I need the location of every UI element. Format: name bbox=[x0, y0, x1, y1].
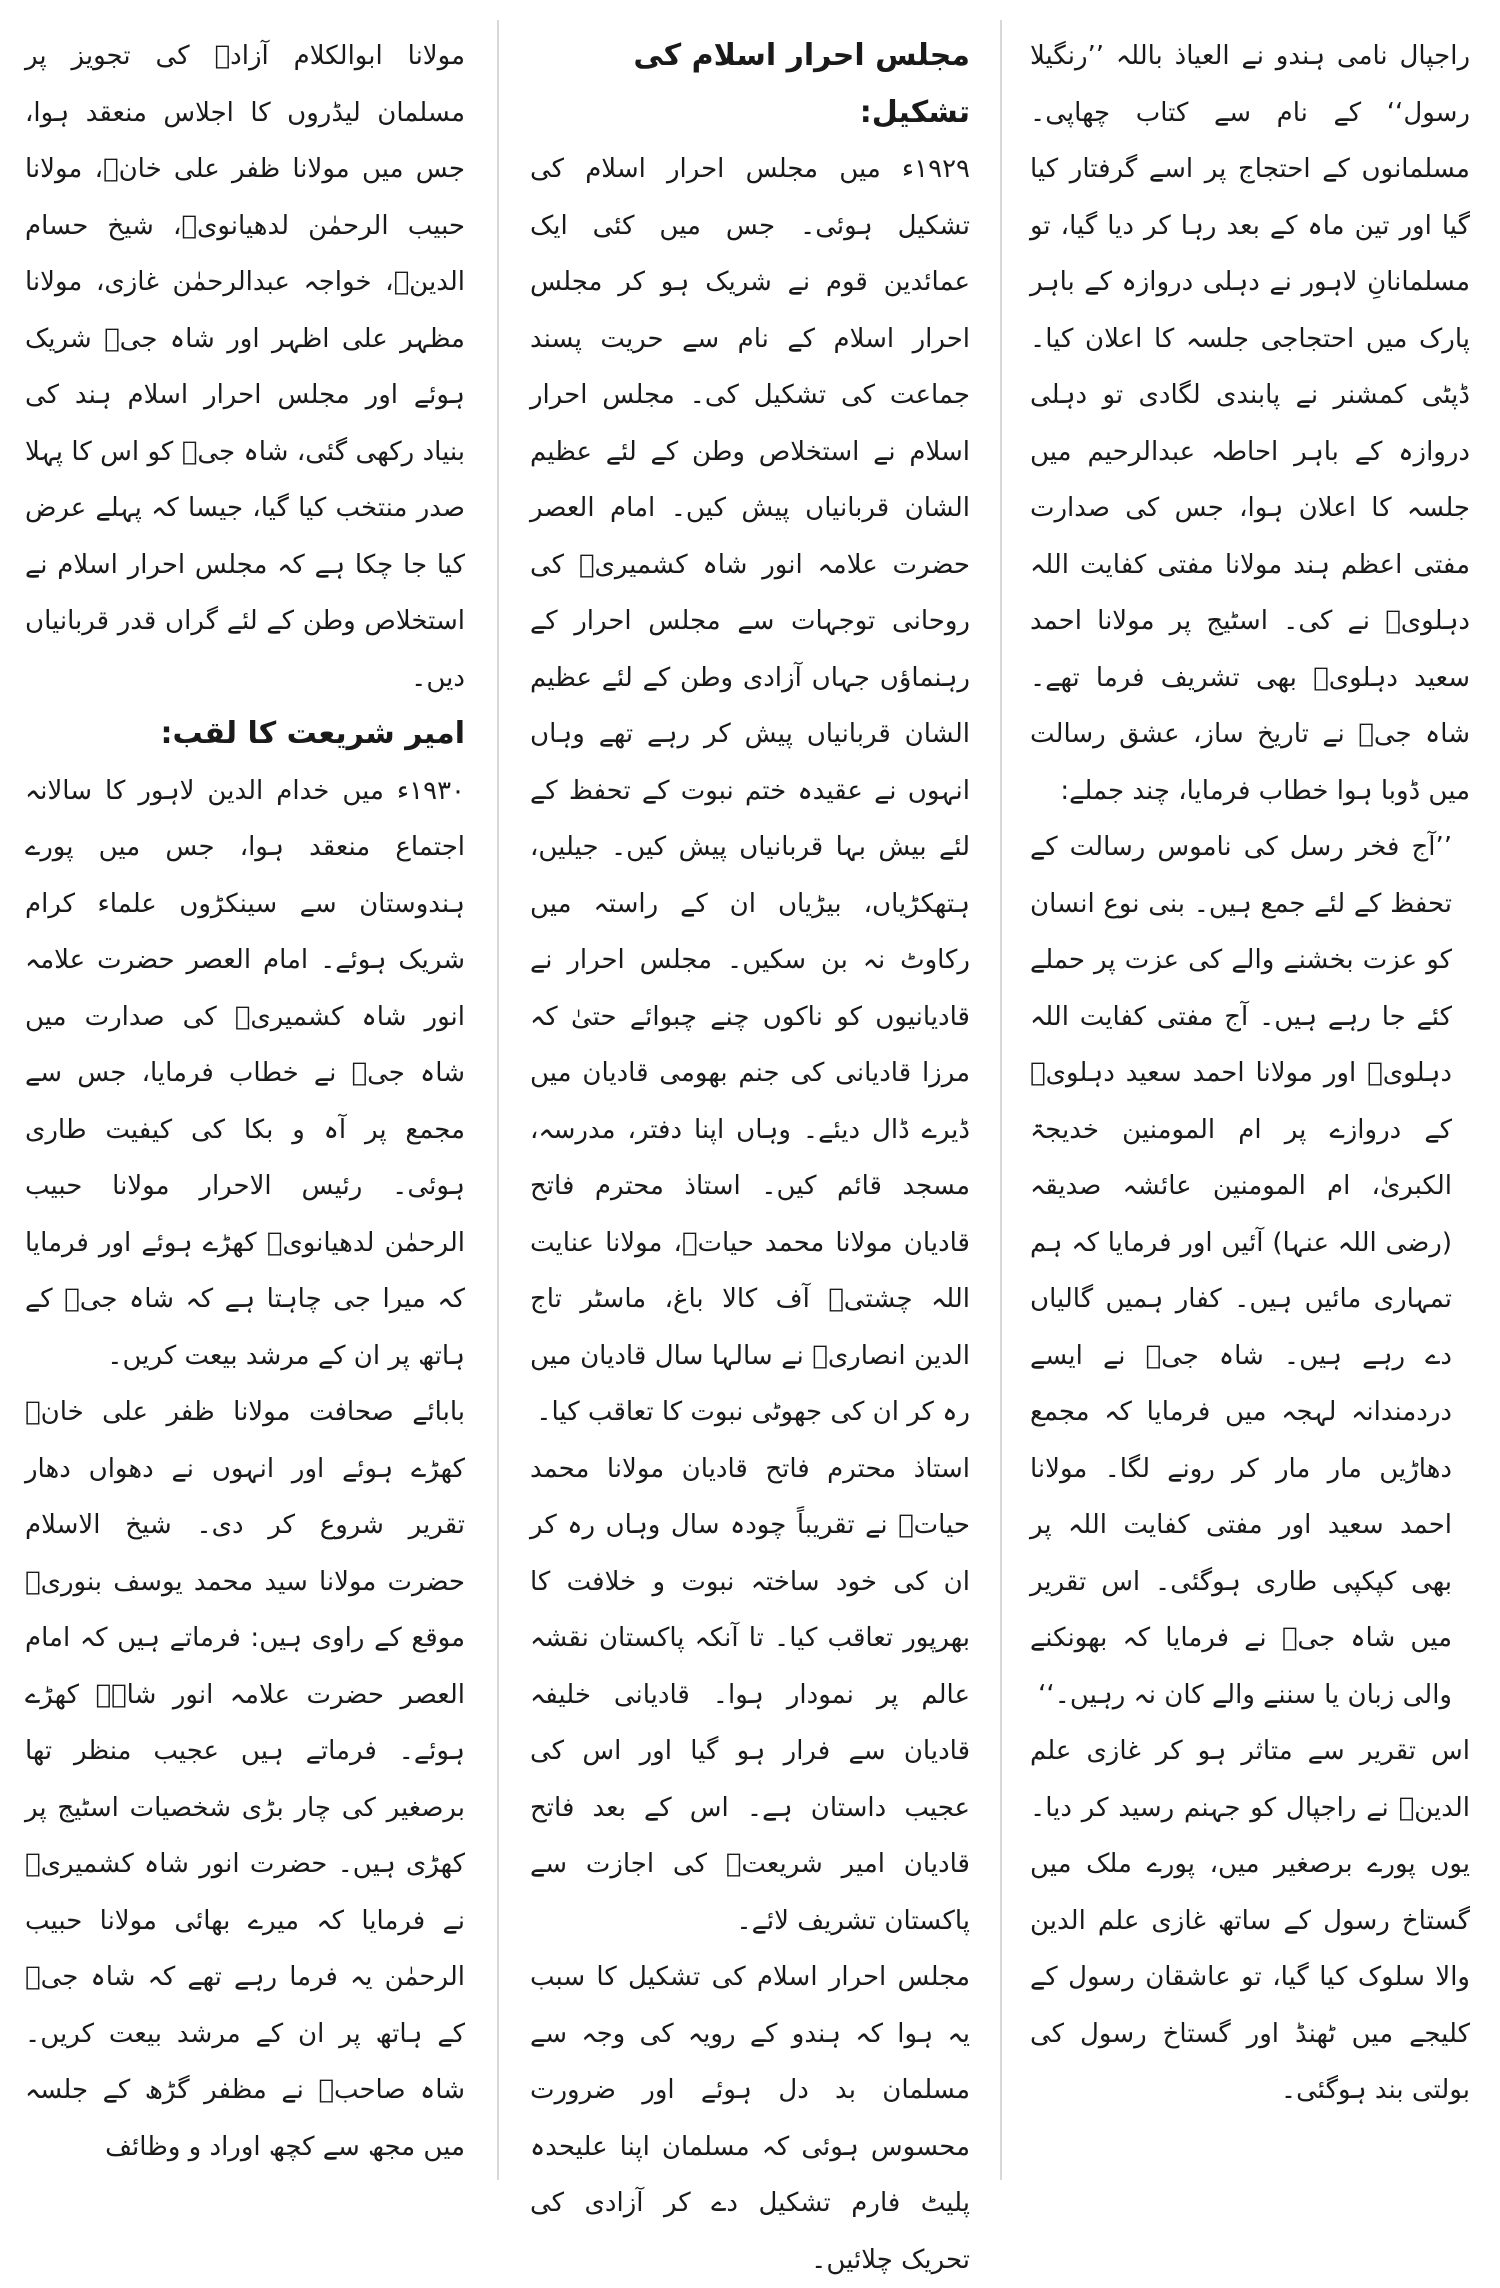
paragraph-ghazi-ilmuddin: اس تقریر سے متاثر ہو کر غازی علم الدینؒ نے راجپال کو جہنم رسید کر دیا۔ یوں پورے برصغیر میں، پورے ملک میں گستاخ رسول کے ساتھ غازی علم الدین والا سلوک کیا گیا، تو عاشقان رسول کے کلیجے میں ٹھنڈ اور گستاخ رسول کی بولتی بند ہوگئی۔ bbox=[1030, 1736, 1470, 2105]
speech-quote: ’’آج فخر رسل کی ناموس رسالت کے تحفظ کے لئے جمع ہیں۔ بنی نوع انسان کو عزت بخشنے والے کی عزت پر حملے کئے جا رہے ہیں۔ آج مفتی کفایت اللہ دہلویؒ اور مولانا احمد سعید دہلویؒ کے دروازے پر ام المومنین خدیجۃ الکبریٰ، ام المومنین عائشہ صدیقہ (رضی اللہ عنہا) آئیں اور فرمایا کہ ہم تمہاری مائیں ہیں۔ کفار ہمیں گالیاں دے رہے ہیں۔ شاہ جیؒ نے ایسے دردمندانہ لہجہ میں فرمایا کہ مجمع دھاڑیں مار مار کر رونے لگا۔ مولانا احمد سعید اور مفتی کفایت اللہ پر بھی کپکپی طاری ہوگئی۔ اس تقریر میں شاہ جیؒ نے فرمایا کہ بھونکنے والی زبان یا سننے والے کان نہ رہیں۔‘‘ bbox=[1030, 832, 1452, 1710]
column-divider bbox=[1000, 20, 1002, 2180]
article-column-middle bbox=[530, 28, 970, 2275]
paragraph-azad-proposal: مولانا ابوالکلام آزادؒ کی تجویز پر مسلمان لیڈروں کا اجلاس منعقد ہوا، جس میں مولانا ظفر علی خانؒ، مولانا حبیب الرحمٰن لدھیانویؒ، شیخ حسام الدینؒ، خواجہ عبدالرحمٰن غازی، مولانا مظہر علی اظہر اور شاہ جیؒ شریک ہوئے اور مجلس احرار اسلام ہند کی بنیاد رکھی گئی، شاہ جیؒ کو اس کا پہلا صدر منتخب کیا گیا، جیسا کہ پہلے عرض کیا جا چکا ہے کہ مجلس احرار اسلام نے استخلاص وطن کے لئے گراں قدر قربانیاں دیں۔ bbox=[25, 41, 465, 693]
paragraph-rajpal: راجپال نامی ہندو نے العیاذ باللہ ’’رنگیلا رسول‘‘ کے نام سے کتاب چھاپی۔ مسلمانوں کے احتجاج پر اسے گرفتار کیا گیا اور تین ماہ کے بعد رہا کر دیا گیا، تو مسلمانانِ لاہور نے دہلی دروازہ کے باہر پارک میں احتجاجی جلسہ کا اعلان کیا۔ ڈپٹی کمشنر نے پابندی لگادی تو دہلی دروازہ کے باہر احاطہ عبدالرحیم میں جلسہ کا اعلان ہوا، جس کی صدارت مفتی اعظم ہند مولانا مفتی کفایت اللہ دہلویؒ نے کی۔ اسٹیج پر مولانا احمد سعید دہلویؒ بھی تشریف فرما تھے۔ شاہ جیؒ نے تاریخ ساز، عشق رسالت میں ڈوبا ہوا خطاب فرمایا، چند جملے: bbox=[1030, 41, 1470, 806]
paragraph-zafar-ali-khan: بابائے صحافت مولانا ظفر علی خانؒ کھڑے ہوئے اور انہوں نے دھواں دھار تقریر شروع کر دی۔ شیخ الاسلام حضرت مولانا سید محمد یوسف بنوریؒ موقع کے راوی ہیں: فرماتے ہیں کہ امام العصر حضرت علامہ انور شاہؒ کھڑے ہوئے۔ فرماتے ہیں عجیب منظر تھا برصغیر کی چار بڑی شخصیات اسٹیج پر کھڑی ہیں۔ حضرت انور شاہ کشمیریؒ نے فرمایا کہ میرے بھائی مولانا حبیب الرحمٰن یہ فرما رہے تھے کہ شاہ جیؒ کے ہاتھ پر ان کے مرشد بیعت کریں۔ شاہ صاحبؒ نے مظفر گڑھ کے جلسہ میں مجھ سے کچھ اوراد و وظائف bbox=[25, 1397, 465, 2162]
paragraph-fateh-qadian: استاذ محترم فاتح قادیان مولانا محمد حیاتؒ نے تقریباً چودہ سال وہاں رہ کر ان کی خود ساختہ نبوت و خلافت کا بھرپور تعاقب کیا۔ تا آنکہ پاکستان نقشہ عالم پر نمودار ہوا۔ قادیانی خلیفہ قادیان سے فرار ہو گیا اور اس کی عجیب داستان ہے۔ اس کے بعد فاتح قادیان امیر شریعتؒ کی اجازت سے پاکستان تشریف لائے۔ bbox=[530, 1453, 970, 1936]
section-heading-majlis-ahrar: مجلس احرار اسلام کی تشکیل: bbox=[633, 38, 970, 130]
paragraph-khuddam-uddin: ۱۹۳۰ء میں خدام الدین لاہور کا سالانہ اجتماع منعقد ہوا، جس میں پورے ہندوستان سے سینکڑوں علماء کرام شریک ہوئے۔ امام العصر حضرت علامہ انور شاہ کشمیریؒ کی صدارت میں شاہ جیؒ نے خطاب فرمایا، جس سے مجمع پر آہ و بکا کی کیفیت طاری ہوئی۔ رئیس الاحرار مولانا حبیب الرحمٰن لدھیانویؒ کھڑے ہوئے اور فرمایا کہ میرا جی چاہتا ہے کہ شاہ جیؒ کے ہاتھ پر ان کے مرشد بیعت کریں۔ bbox=[25, 775, 465, 1371]
article-column-left bbox=[25, 28, 465, 2178]
column-divider bbox=[497, 20, 499, 2180]
paragraph-cause: مجلس احرار اسلام کی تشکیل کا سبب یہ ہوا کہ ہندو کے رویہ کی وجہ سے مسلمان بد دل ہوئے اور ضرورت محسوس ہوئی کہ مسلمان اپنا علیحدہ پلیٹ فارم تشکیل دے کر آزادی کی تحریک چلائیں۔ bbox=[530, 1962, 970, 2275]
section-heading-amir-shariat: امیر شریعت کا لقب: bbox=[160, 716, 465, 751]
article-column-right bbox=[1030, 28, 1470, 2178]
paragraph-founding: ۱۹۲۹ء میں مجلس احرار اسلام کی تشکیل ہوئی۔ جس میں کئی ایک عمائدین قوم نے شریک ہو کر مجلس احرار اسلام کے نام سے حریت پسند جماعت کی تشکیل کی۔ مجلس احرار اسلام نے استخلاص وطن کے لئے عظیم الشان قربانیاں پیش کیں۔ امام العصر حضرت علامہ انور شاہ کشمیریؒ کی روحانی توجہات سے مجلس احرار کے رہنماؤں جہاں آزادی وطن کے لئے عظیم الشان قربانیاں پیش کر رہے تھے وہاں انہوں نے عقیدہ ختم نبوت کے تحفظ کے لئے بیش بہا قربانیاں پیش کیں۔ جیلیں، ہتھکڑیاں، بیڑیاں ان کے راستہ میں رکاوٹ نہ بن سکیں۔ مجلس احرار نے قادیانیوں کو ناکوں چنے چبوائے حتیٰ کہ مرزا قادیانی کی جنم بھومی قادیان میں ڈیرے ڈال دیئے۔ وہاں اپنا دفتر، مدرسہ، مسجد قائم کیں۔ استاذ محترم فاتح قادیان مولانا محمد حیاتؒ، مولانا عنایت اللہ چشتیؒ آف کالا باغ، ماسٹر تاج الدین انصاریؒ نے سالہا سال قادیان میں رہ کر ان کی جھوٹی نبوت کا تعاقب کیا۔ bbox=[530, 154, 970, 1427]
